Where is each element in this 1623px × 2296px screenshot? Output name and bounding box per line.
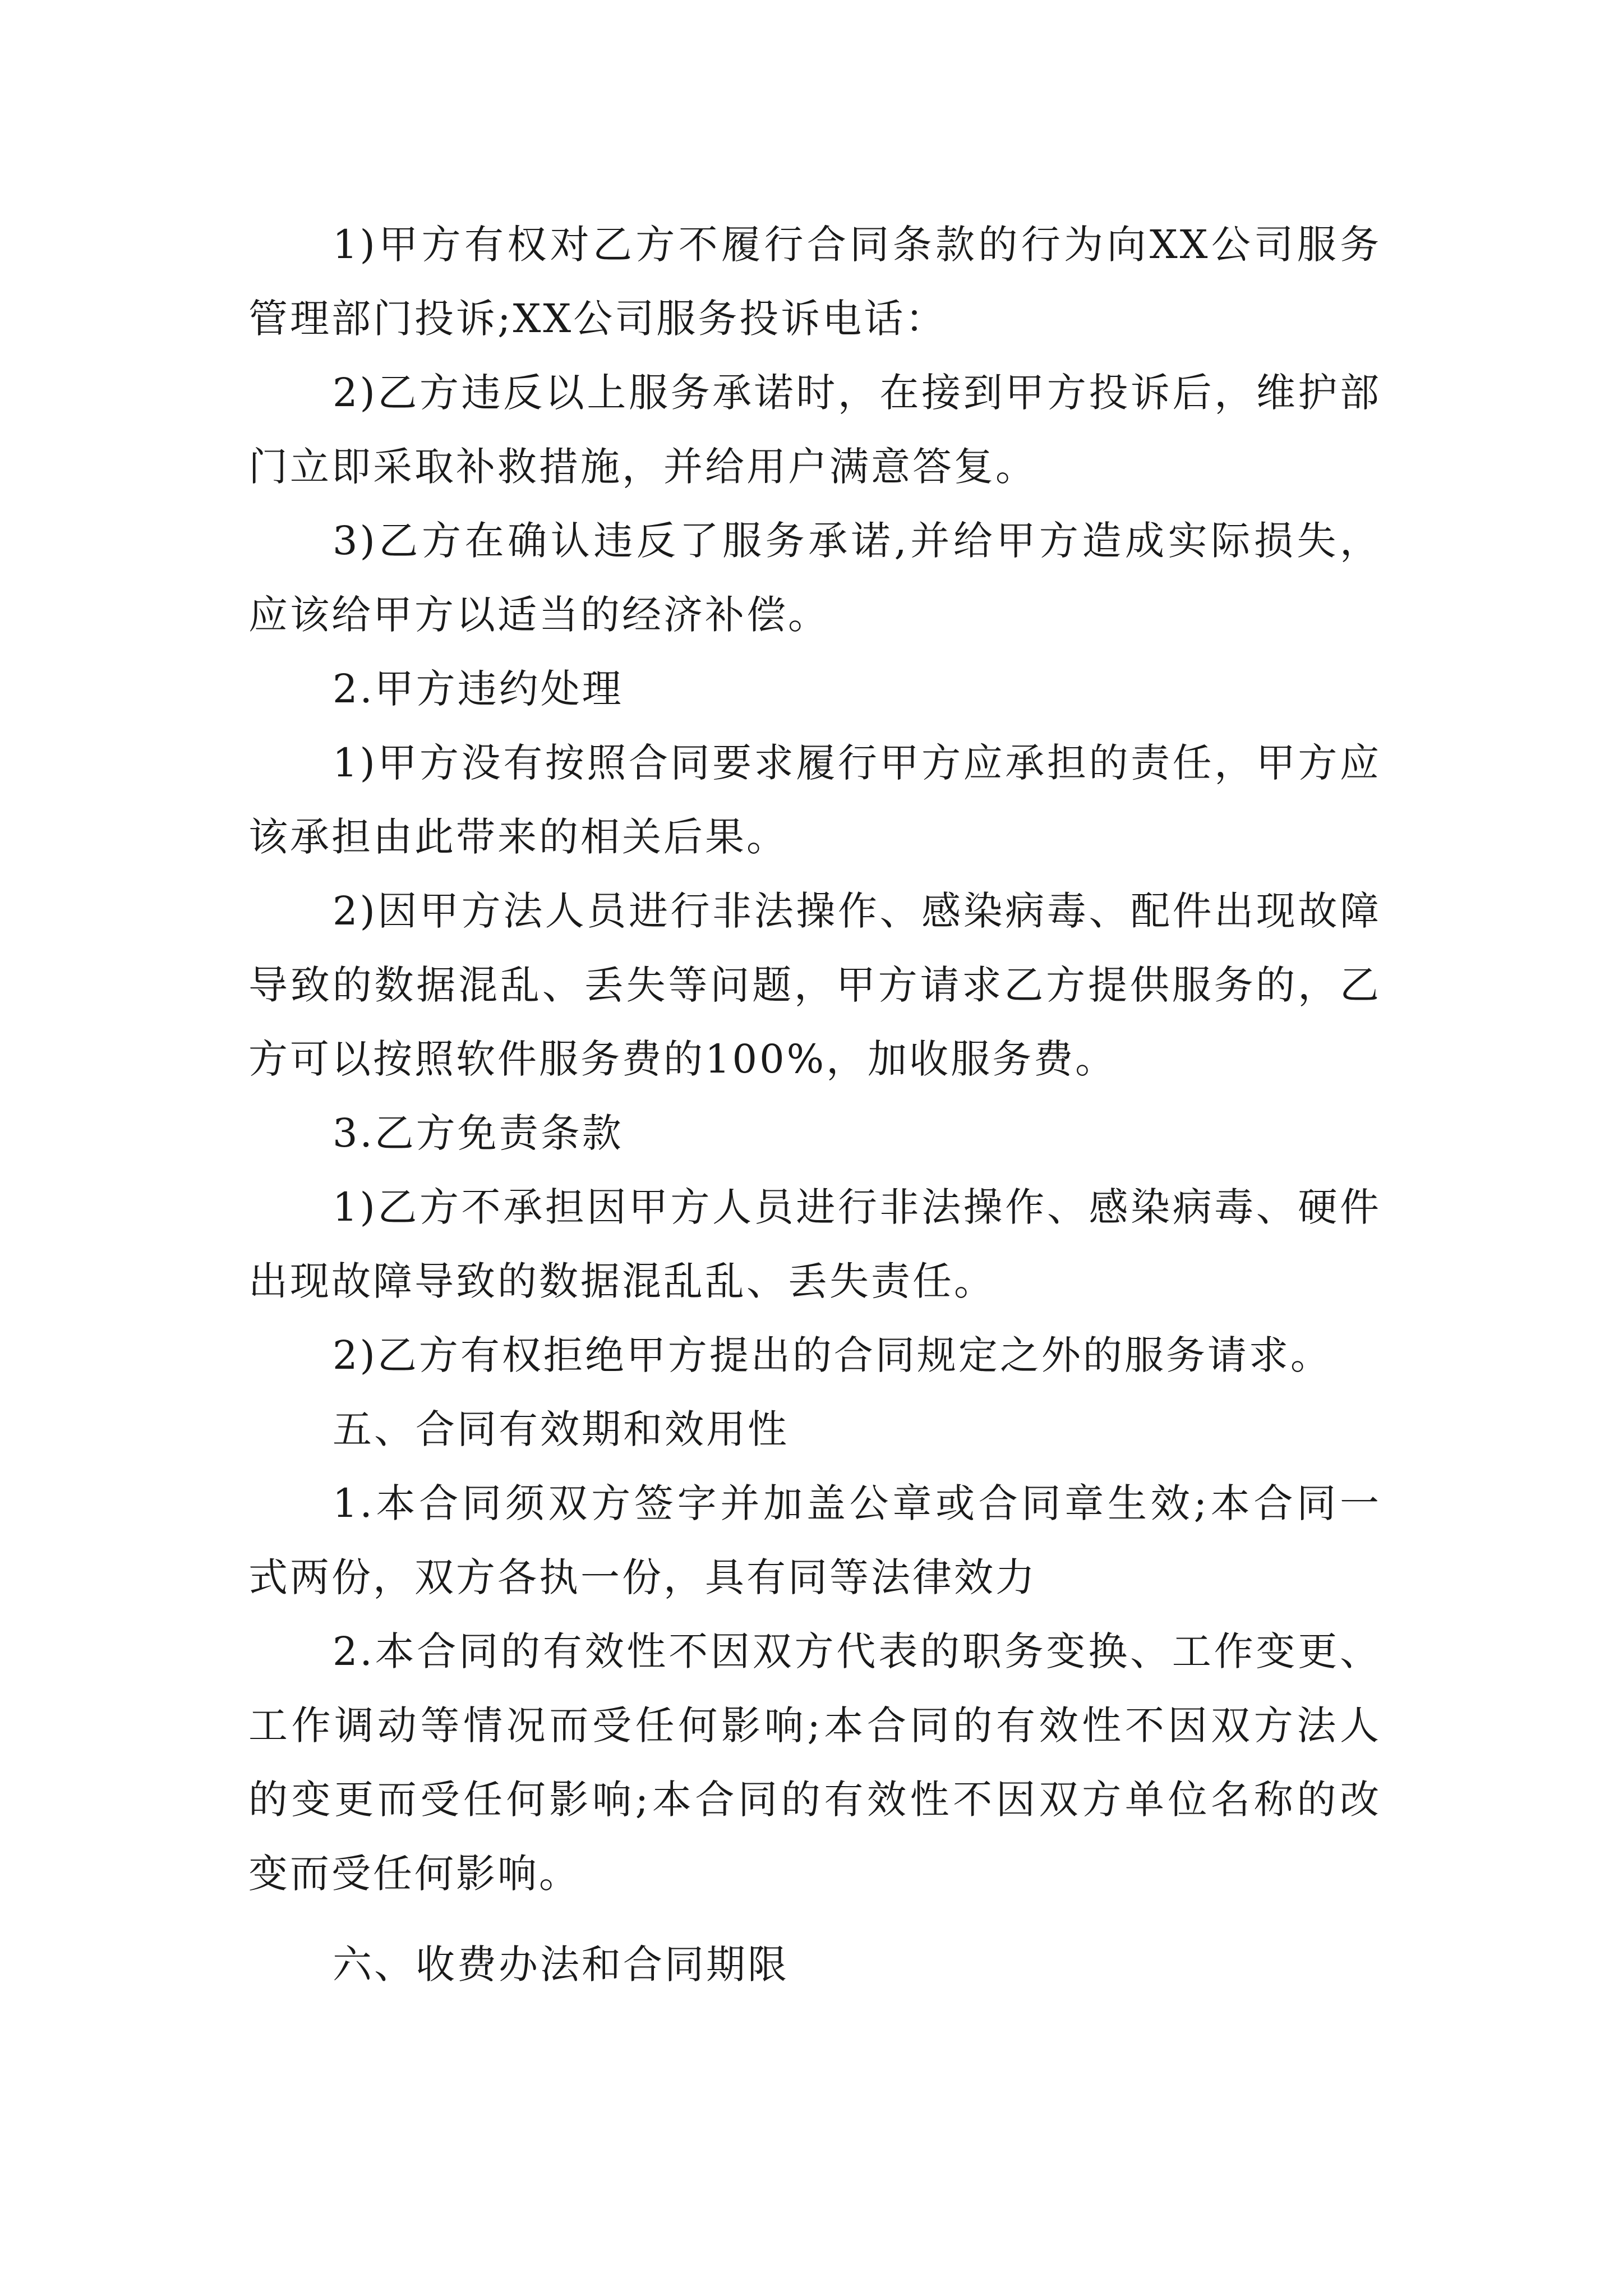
- paragraph-refuse-service: 2)乙方有权拒绝甲方提出的合同规定之外的服务请求。: [333, 1332, 1332, 1378]
- paragraph-validity-unaffected: 2.本合同的有效性不因双方代表的职务变换、工作变更、工作调动等情况而受任何影响;本合同的有效性不因双方法人的变更而受任何影响;本合同的有效性不因双方单位名称的改变而受任何影响。: [248, 1628, 1381, 1897]
- paragraph-effective-signature: 1.本合同须双方签字并加盖公章或合同章生效;本合同一式两份，双方各执一份，具有同等法律效力: [248, 1480, 1381, 1600]
- paragraph-compensation: 3)乙方在确认违反了服务承诺,并给甲方造成实际损失，应该给甲方以适当的经济补偿。: [248, 518, 1381, 638]
- paragraph-complaint-right: 1)甲方有权对乙方不履行合同条款的行为向XX公司服务管理部门投诉;XX公司服务投诉电话：: [248, 222, 1381, 342]
- document-body: [248, 208, 1381, 2001]
- paragraph-exemption-liability: 1)乙方不承担因甲方人员进行非法操作、感染病毒、硬件出现故障导致的数据混乱乱、丢失责任。: [248, 1184, 1381, 1304]
- section-heading-fees-term: 六、收费办法和合同期限: [333, 1941, 789, 1987]
- spacer: [248, 1911, 1381, 1927]
- paragraph-remedy: 2)乙方违反以上服务承诺时，在接到甲方投诉后，维护部门立即采取补救措施，并给用户满意答复。: [248, 370, 1381, 490]
- section-heading-validity: 五、合同有效期和效用性: [333, 1406, 789, 1452]
- paragraph-extra-fee: 2)因甲方法人员进行非法操作、感染病毒、配件出现故障导致的数据混乱、丢失等问题，甲方请求乙方提供服务的，乙方可以按照软件服务费的100%，加收服务费。: [248, 888, 1381, 1082]
- paragraph-party-a-responsibility: 1)甲方没有按照合同要求履行甲方应承担的责任，甲方应该承担由此带来的相关后果。: [248, 740, 1381, 860]
- section-heading-party-b-exemption: 3.乙方免责条款: [333, 1110, 624, 1156]
- section-heading-party-a-breach: 2.甲方违约处理: [333, 666, 624, 712]
